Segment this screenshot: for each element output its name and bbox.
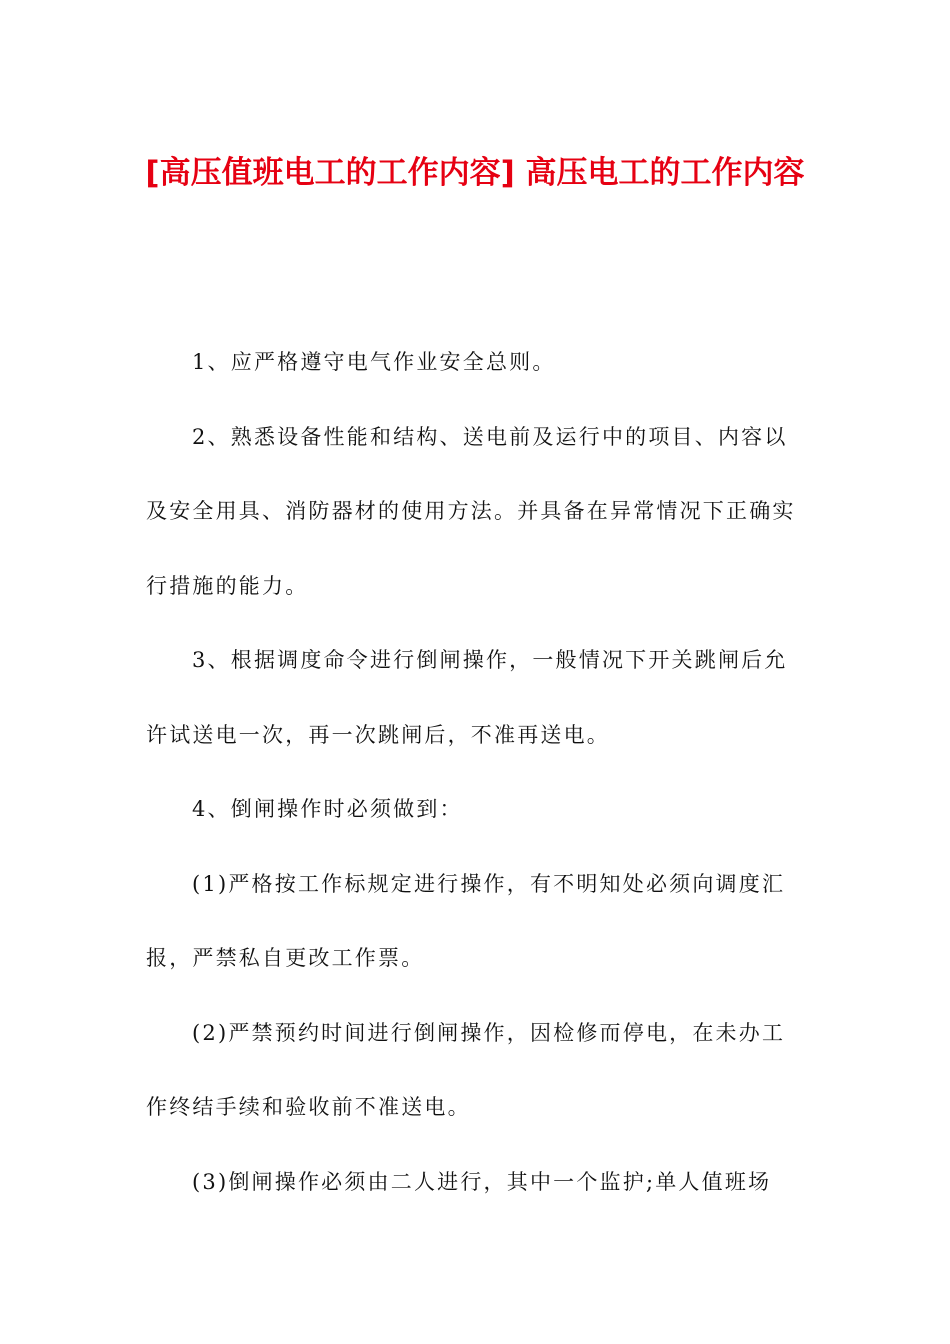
paragraph-4-2: (2)严禁预约时间进行倒闸操作，因检修而停电，在未办工作终结手续和验收前不准送电。 bbox=[146, 1020, 786, 1119]
paragraph-4-3: (3)倒闸操作必须由二人进行，其中一个监护;单人值班场 bbox=[192, 1169, 772, 1194]
paragraph-2: 2、熟悉设备性能和结构、送电前及运行中的项目、内容以及安全用具、消防器材的使用方法。并具备在异常情况下正确实行措施的能力。 bbox=[146, 424, 796, 598]
paragraph-3: 3、根据调度命令进行倒闸操作，一般情况下开关跳闸后允许试送电一次，再一次跳闸后，不准再送电。 bbox=[146, 648, 788, 747]
document-title: [高压值班电工的工作内容] 高压电工的工作内容 bbox=[145, 155, 805, 191]
paragraph-4-1: (1)严格按工作标规定进行操作，有不明知处必须向调度汇报，严禁私自更改工作票。 bbox=[146, 871, 786, 970]
paragraph-4: 4、倒闸操作时必须做到： bbox=[192, 797, 463, 821]
document-body bbox=[146, 325, 806, 1219]
paragraph-1: 1、应严格遵守电气作业安全总则。 bbox=[192, 350, 556, 374]
